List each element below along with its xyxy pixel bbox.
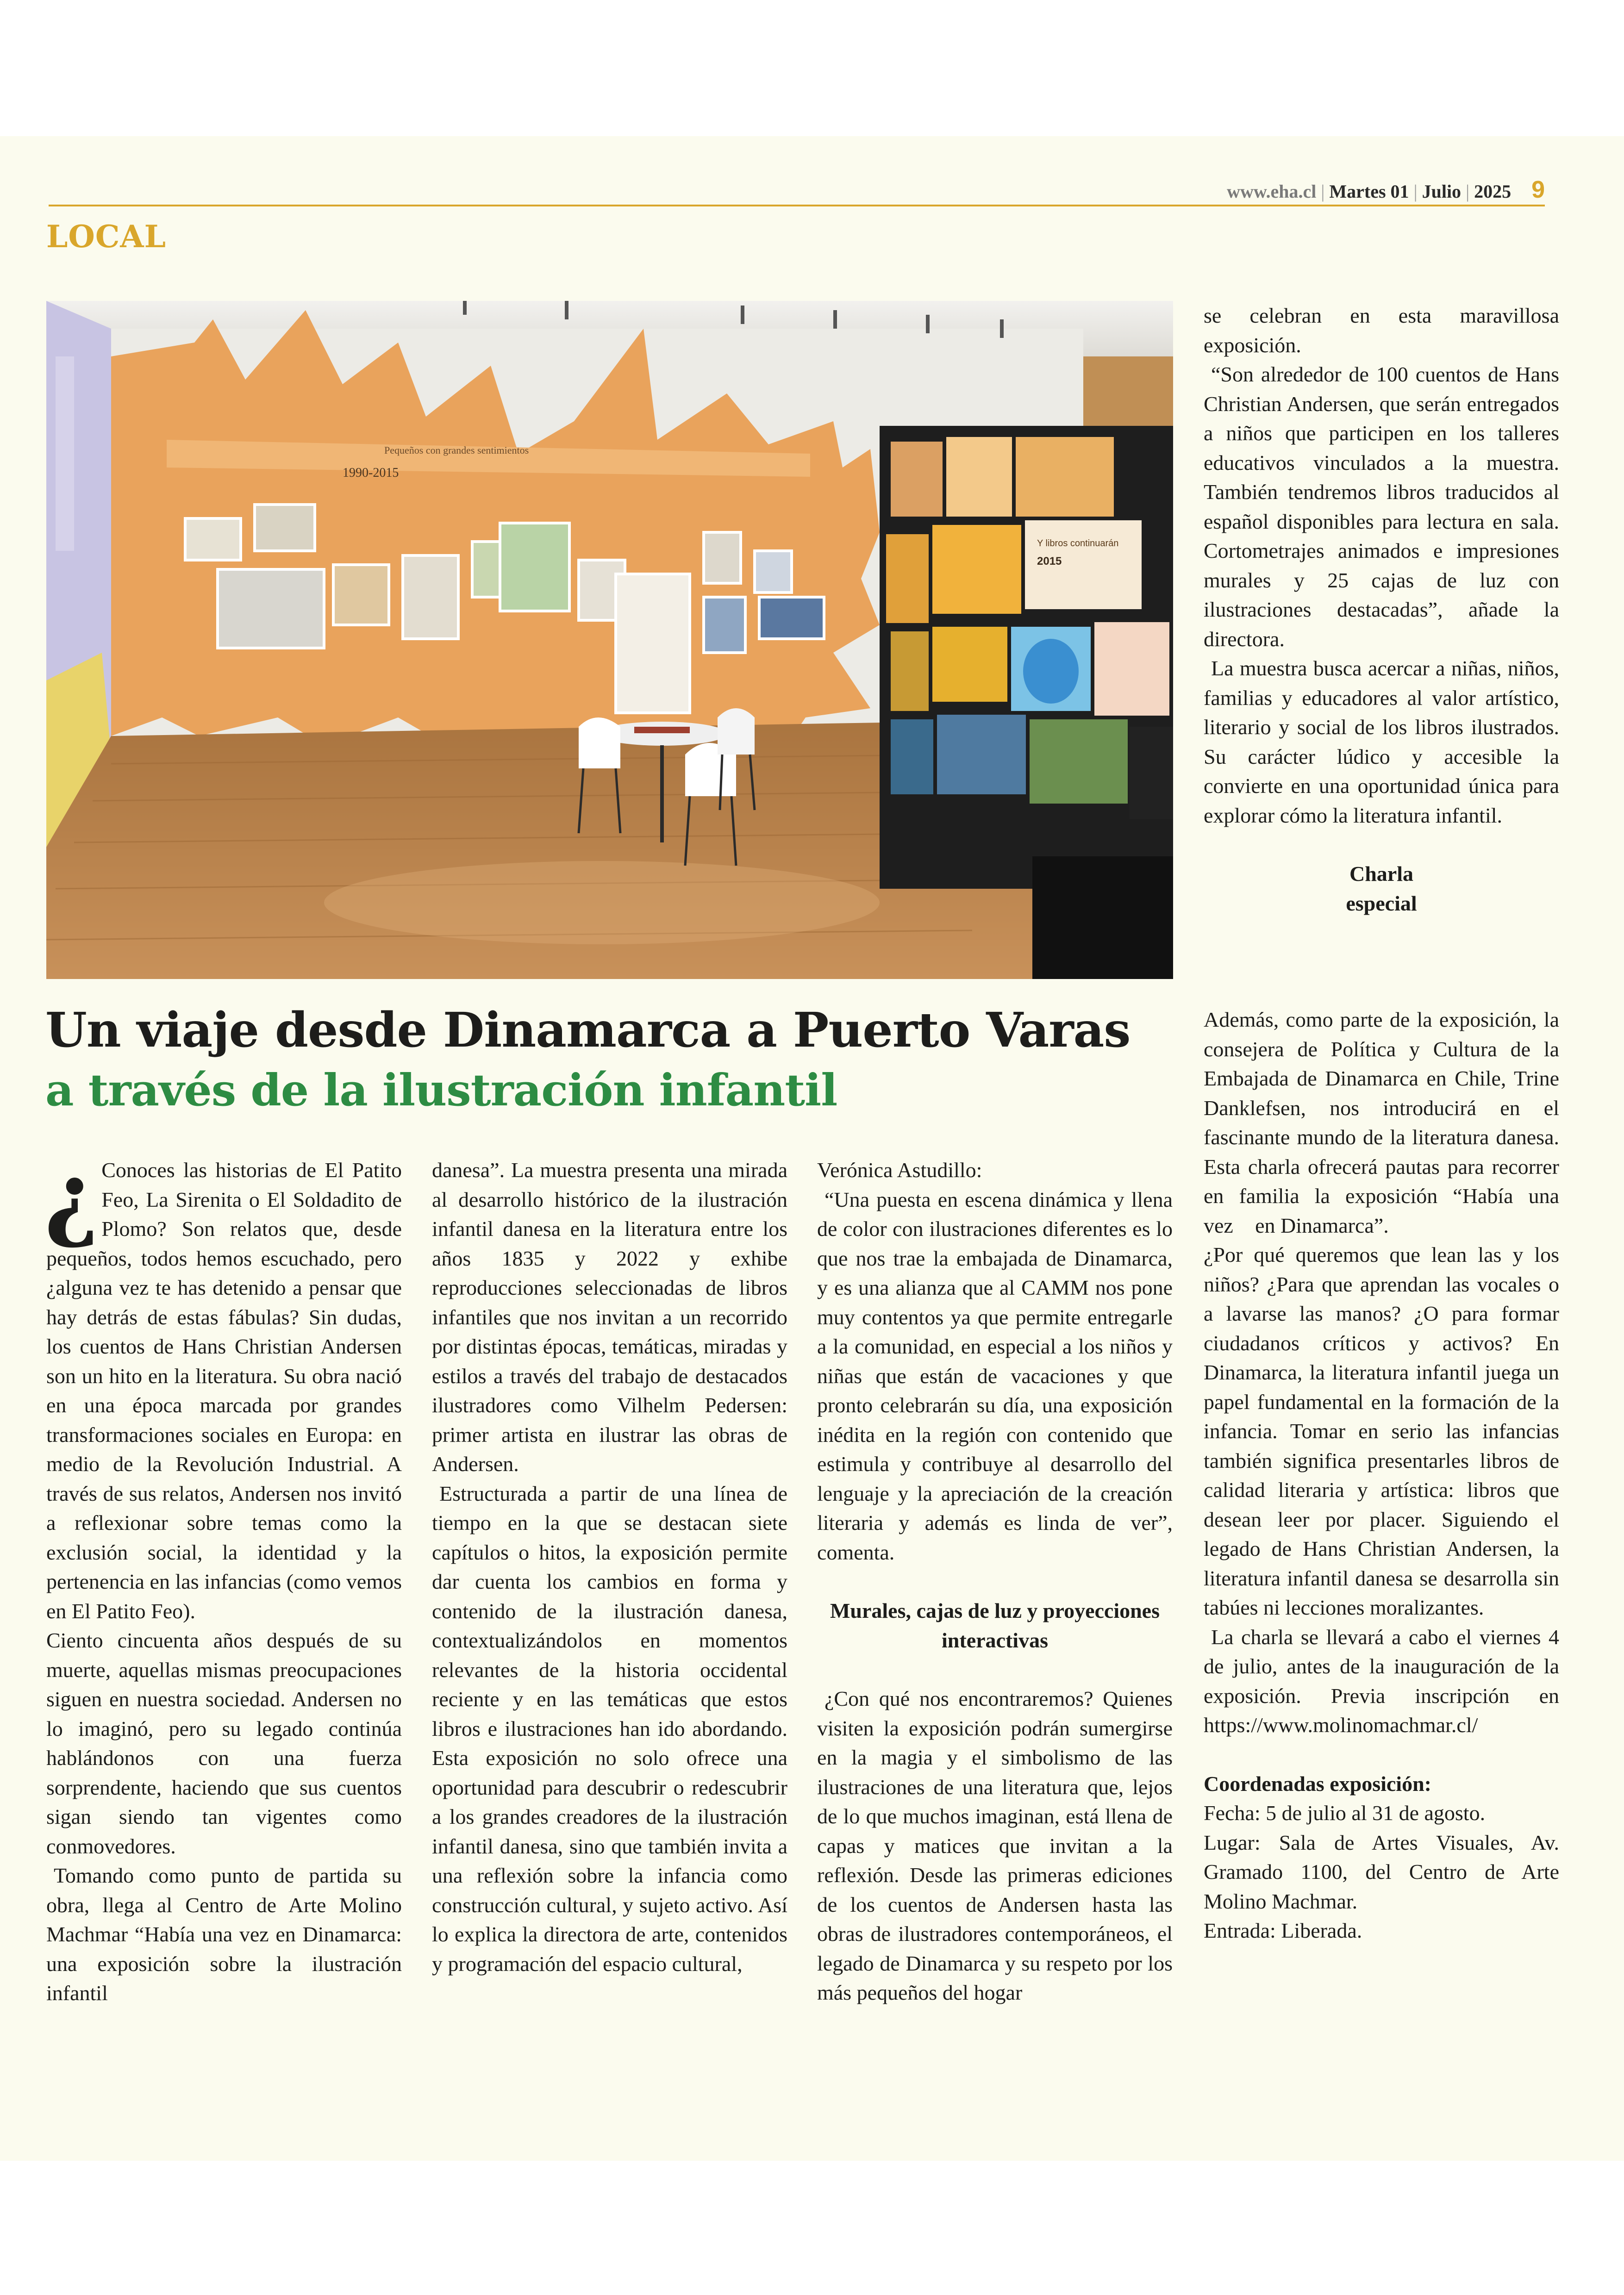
article-column-2 <box>432 1155 787 1978</box>
section-label: LOCAL <box>46 218 167 255</box>
coordinates-date: Fecha: 5 de julio al 31 de agosto. <box>1204 1801 1486 1825</box>
header-rule <box>49 205 1545 206</box>
paragraph: danesa”. La muestra presenta una mirada al desarrollo histórico de la ilustración infantil danesa en la literatura entre los años 1835 y 2022 y exhibe reproducciones seleccionadas de libros infantiles que nos invitan a un recorrido por distintas épocas, temáticas, miradas y estilos a través del trabajo de destacados ilustradores como Vilhelm Pedersen: primer artista en ilustrar las obras de Andersen. <box>432 1158 787 1476</box>
coordinates-place: Lugar: Sala de Artes Visuales, Av. Gramado 1100, del Centro de Arte Molino Machmar. <box>1204 1830 1559 1913</box>
page-number: 9 <box>1531 176 1545 203</box>
headline: Un viaje desde Dinamarca a Puerto Varas <box>45 1002 1131 1058</box>
paragraph: Verónica Astudillo: <box>817 1158 982 1182</box>
paragraph: Además, como parte de la exposición, la consejera de Política y Cultura de la Embajada de Dinamarca en Chile, Trine Danklefsen, nos introducirá en el fascinante mundo de la literatura danesa. Esta charla ofrecerá pautas para recorrer en familia la exposición “Había una vez  en Dinamarca”. <box>1204 1008 1559 1237</box>
section-subtitle-especial: especial <box>1346 891 1417 915</box>
page-header: www.eha.cl | Martes 01 | Julio | 2025 9 <box>1227 176 1545 203</box>
paragraph: La muestra busca acercar a niñas, niños, familias y educadores al valor artístico, literario y social de los libros ilustrados. Su carácter lúdico y accesible la convierte en una oportunidad única para explorar cómo la literatura infantil. <box>1204 656 1559 827</box>
paragraph: ¿Con qué nos encontraremos? Quienes visiten la exposición podrán sumergirse en la magia y el simbolismo de las ilustraciones de una literatura que, lejos de lo que muchos imaginan, está llena de capas y matices que invitan a la reflexión. Desde las primeras ediciones de los cuentos de Andersen hasta las obras de ilustradores contemporáneos, el legado de Dinamarca y su respeto por los más pequeños del hogar <box>817 1687 1173 2004</box>
issue-year: 2025 <box>1474 181 1512 202</box>
section-subtitle-murales: Murales, cajas de luz y proyecciones interactivas <box>830 1599 1160 1652</box>
paragraph: “Son alrededor de 100 cuentos de Hans Christian Andersen, que serán entregados a niños que participen en los talleres educativos vinculados a la muestra. También tendremos libros traducidos al español disponibles para lectura en sala. Cortometrajes animados e impresiones murales y 25 cajas de luz con ilustraciones destacadas”, añade la directora. <box>1204 362 1559 651</box>
article-column-4-top <box>1204 301 1559 918</box>
paragraph: se celebran en esta maravillosa exposición. <box>1204 304 1559 357</box>
wall-years: 1990-2015 <box>343 466 399 480</box>
paragraph: Tomando como punto de partida su obra, llega al Centro de Arte Molino Machmar “Había una vez en Dinamarca: una exposición sobre la ilustración infantil <box>46 1864 402 2005</box>
subheadline: a través de la ilustración infantil <box>45 1065 837 1116</box>
article-column-4-bottom <box>1204 1005 1559 1946</box>
paragraph: “Una puesta en escena dinámica y llena de color con ilustraciones diferentes es lo que nos trae la embajada de Dinamarca, y es una alianza que al CAMM nos pone muy contentos ya que permite entregarle a la comunidad, en especial a los niños y niñas que están de vacaciones y que pronto celebrarán su día, una exposición inédita en la región con contenido que estimula y contribuye al desarrollo del lenguaje y la apreciación de la creación literaria y además es linda de ver”, comenta. <box>817 1187 1173 1564</box>
article-column-3 <box>817 1155 1173 2008</box>
coordinates-entry: Entrada: Liberada. <box>1204 1919 1362 1942</box>
wall-title: Pequeños con grandes sentimientos <box>384 444 529 456</box>
coordinates-title: Coordenadas exposición: <box>1204 1771 1431 1796</box>
drop-cap: ¿ <box>44 1143 99 1252</box>
paragraph-registration: La charla se llevará a cabo el viernes 4 de julio, antes de la inauguración de la exposición. Previa inscripción en https://www.molinomachmar.cl/ <box>1204 1625 1559 1737</box>
site-url[interactable]: www.eha.cl <box>1227 181 1317 202</box>
issue-month: Julio <box>1422 181 1462 202</box>
box-years: 2015 <box>1037 555 1062 568</box>
issue-day: Martes 01 <box>1329 181 1409 202</box>
paragraph: Estructurada a partir de una línea de tiempo en la que se destacan siete capítulos o hitos, la exposición permite dar cuenta los cambios en forma y contenido de la ilustración danesa, contextualizándolos en momentos relevantes de la historia occidental reciente y en las temáticas que estos libros e ilustraciones han ido abordando. Esta exposición no solo ofrece una oportunidad para descubrir o redescubrir a los grandes creadores de la ilustración infantil danesa, sino que también invita a una reflexión sobre la infancia como construcción cultural, y sujeto activo. Así lo explica la directora de arte, contenidos y programación del espacio cultural, <box>432 1481 787 1976</box>
exhibition-photo <box>46 301 1173 979</box>
box-title: Y libros continuarán <box>1037 538 1119 549</box>
section-subtitle-charla: Charla <box>1349 862 1413 886</box>
paragraph: Ciento cincuenta años después de su muerte, aquellas mismas preocupaciones siguen en nuestra sociedad. Andersen no lo imaginó, pero su legado continúa hablándonos con una fuerza sorprendente, haciendo que sus cuentos sigan siendo tan vigentes como conmovedores. <box>46 1628 402 1858</box>
article-column-1 <box>44 1143 402 2008</box>
paragraph: ¿Por qué queremos que lean las y los niños? ¿Para que aprendan las vocales o a lavarse las manos? ¿O para formar ciudadanos críticos y activos? En Dinamarca, la literatura infantil juega un papel fundamental en la formación de la infancia. Tomar en serio las infancias también significa presentarles libros de calidad literaria y artística: libros que desean leer por placer. Siguiendo el legado de Hans Christian Andersen, la literatura infantil danesa se desarrolla sin tabúes ni lecciones moralizantes. <box>1204 1243 1559 1619</box>
paragraph: Conoces las historias de El Patito Feo, La Sirenita o El Soldadito de Plomo? Son relatos que, desde pequeños, todos hemos escuchado, pero ¿alguna vez te has detenido a pensar que hay detrás de estas fábulas? Sin dudas, los cuentos de Hans Christian Andersen son un hito en la literatura. Su obra nació en una época marcada por grandes transformaciones sociales en Europa: en medio de la Revolución Industrial. A través de sus relatos, Andersen nos invitó a reflexionar sobre temas como la exclusión social, la identidad y la pertenencia en las infancias (como vemos en El Patito Feo). <box>46 1158 402 1623</box>
